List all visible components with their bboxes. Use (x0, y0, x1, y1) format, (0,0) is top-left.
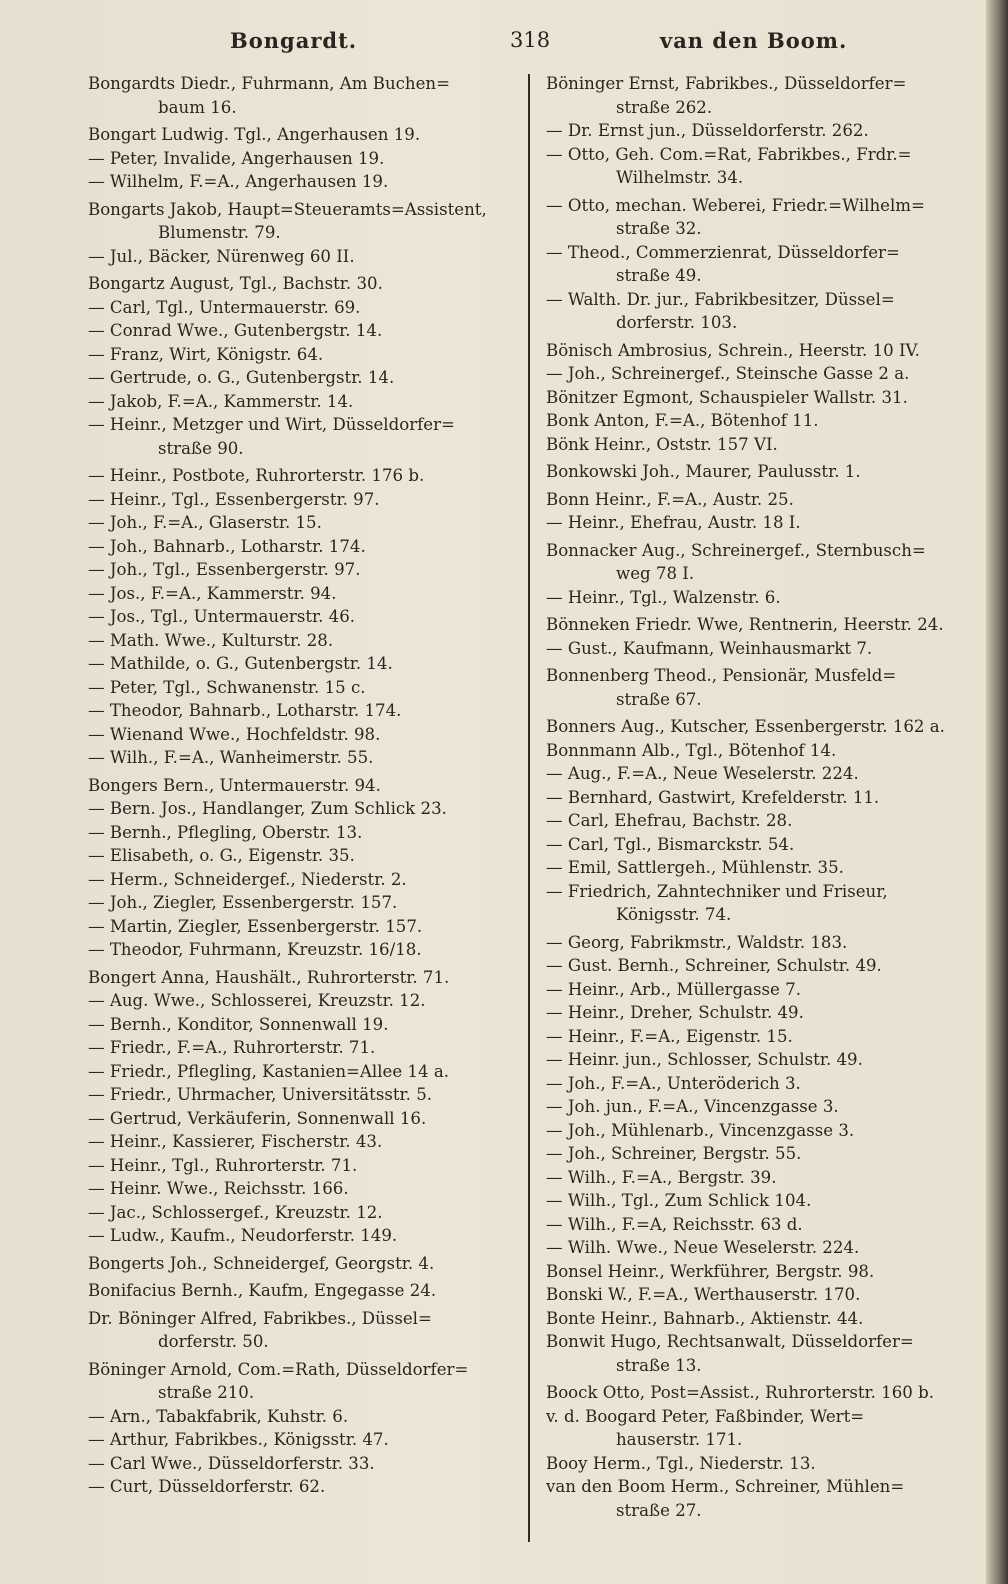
directory-entry-line: — Heinr., Metzger und Wirt, Düsseldorfer= (88, 415, 455, 434)
directory-entry-line: — Jul., Bäcker, Nürenweg 60 II. (88, 246, 355, 266)
directory-entry-line: — Georg, Fabrikmstr., Waldstr. 183. (546, 932, 848, 952)
directory-entry-line: Bongartz August, Tgl., Bachstr. 30. (88, 274, 383, 293)
directory-entry-line: — Carl Wwe., Düsseldorferstr. 33. (88, 1453, 375, 1473)
directory-entry-line: — Franz, Wirt, Königstr. 64. (88, 344, 324, 364)
directory-entry-line: — Carl, Ehefrau, Bachstr. 28. (546, 811, 793, 830)
directory-entry-line: — Wilh., F.=A., Bergstr. 39. (546, 1167, 777, 1187)
left-column (88, 72, 518, 1499)
directory-entry-line: — Emil, Sattlergeh., Mühlenstr. 35. (546, 858, 844, 877)
directory-entry-line: — Gertrud, Verkäuferin, Sonnenwall 16. (88, 1108, 427, 1128)
directory-entry-line: Bonski W., F.=A., Werthauserstr. 170. (546, 1285, 861, 1304)
book-edge (986, 0, 1008, 1584)
directory-entry-line: Bonsel Heinr., Werkführer, Bergstr. 98. (546, 1261, 875, 1281)
directory-entry-line: — Heinr., F.=A., Eigenstr. 15. (546, 1026, 793, 1046)
directory-entry-line: — Wilh. Wwe., Neue Weselerstr. 224. (546, 1238, 860, 1257)
directory-entry-line: Bönk Heinr., Oststr. 157 VI. (546, 434, 778, 454)
directory-entry-line: — Joh., Tgl., Essenbergerstr. 97. (88, 560, 361, 579)
directory-entry-line: Boock Otto, Post=Assist., Ruhrorterstr. 160 b. (546, 1383, 935, 1402)
directory-entry-line: — Bernhard, Gastwirt, Krefelderstr. 11. (546, 787, 880, 807)
directory-entry-line: — Walth. Dr. jur., Fabrikbesitzer, Düssel= (546, 289, 895, 309)
directory-entry-line: Bonkowski Joh., Maurer, Paulusstr. 1. (546, 462, 861, 481)
directory-entry-line: — Joh., F.=A., Unteröderich 3. (546, 1073, 801, 1093)
directory-entry-line: Bonnenberg Theod., Pensionär, Musfeld= (546, 666, 897, 685)
directory-entry-line: Bongerts Joh., Schneidergef, Georgstr. 4. (88, 1253, 435, 1273)
directory-entry-line: — Conrad Wwe., Gutenbergstr. 14. (88, 321, 383, 340)
directory-entry-line: Bonk Anton, F.=A., Bötenhof 11. (546, 411, 819, 430)
directory-entry-line: — Heinr., Postbote, Ruhrorterstr. 176 b. (88, 466, 425, 485)
directory-entry-line: — Joh., Bahnarb., Lotharstr. 174. (88, 536, 366, 556)
directory-entry-line: — Jakob, F.=A., Kammerstr. 14. (88, 391, 354, 411)
directory-entry-line: — Ludw., Kaufm., Neudorferstr. 149. (88, 1226, 398, 1245)
directory-entry-line: — Mathilde, o. G., Gutenbergstr. 14. (88, 654, 393, 673)
directory-entry-line: Bonnacker Aug., Schreinergef., Sternbusch= (546, 540, 926, 560)
directory-entry-line: — Bern. Jos., Handlanger, Zum Schlick 23. (88, 799, 447, 818)
directory-entry-line: — Friedr., Pflegling, Kastanien=Allee 14 a. (88, 1061, 449, 1081)
directory-entry-line: — Theod., Commerzienrat, Düsseldorfer= (546, 242, 900, 262)
directory-entry-line: — Heinr., Tgl., Essenbergerstr. 97. (88, 489, 380, 509)
entry-continuation-line: straße 67. (616, 689, 702, 709)
entry-continuation-line: Wilhelmstr. 34. (616, 168, 744, 187)
directory-entry-line: — Joh., Mühlenarb., Vincenzgasse 3. (546, 1120, 855, 1140)
directory-entry-line: Bongardts Diedr., Fuhrmann, Am Buchen= (88, 74, 451, 93)
directory-entry-line: — Gertrude, o. G., Gutenbergstr. 14. (88, 368, 395, 387)
directory-entry-line: — Wilh., Tgl., Zum Schlick 104. (546, 1191, 812, 1210)
directory-entry-line: — Theodor, Fuhrmann, Kreuzstr. 16/18. (88, 940, 422, 959)
directory-entry-line: — Wilhelm, F.=A., Angerhausen 19. (88, 172, 389, 191)
directory-entry-line: — Martin, Ziegler, Essenbergerstr. 157. (88, 916, 423, 936)
directory-entry-line: — Joh. jun., F.=A., Vincenzgasse 3. (546, 1097, 839, 1116)
entry-continuation-line: dorferstr. 50. (158, 1332, 269, 1351)
directory-entry-line: — Peter, Tgl., Schwanenstr. 15 c. (88, 677, 366, 697)
header-left-title: Bongardt. (230, 28, 358, 53)
entry-continuation-line: straße 90. (158, 438, 244, 458)
directory-entry-line: Bongers Bern., Untermauerstr. 94. (88, 775, 381, 795)
directory-entry-line: — Joh., Ziegler, Essenbergerstr. 157. (88, 893, 398, 912)
directory-entry-line: — Jac., Schlossergef., Kreuzstr. 12. (88, 1202, 383, 1222)
directory-entry-line: Böninger Ernst, Fabrikbes., Düsseldorfer= (546, 74, 907, 93)
directory-entry-line: — Bernh., Konditor, Sonnenwall 19. (88, 1014, 389, 1034)
directory-entry-line: — Curt, Düsseldorferstr. 62. (88, 1477, 326, 1496)
directory-entry-line: — Gust. Bernh., Schreiner, Schulstr. 49. (546, 956, 882, 975)
directory-entry-line: — Wilh., F.=A, Reichsstr. 63 d. (546, 1214, 803, 1234)
page-number: 318 (510, 28, 551, 52)
directory-entry-line: — Jos., Tgl., Untermauerstr. 46. (88, 607, 356, 626)
directory-entry-line: Bonnmann Alb., Tgl., Bötenhof 14. (546, 740, 837, 760)
directory-entry-line: — Carl, Tgl., Bismarckstr. 54. (546, 834, 795, 854)
entry-continuation-line: hauserstr. 171. (616, 1430, 743, 1449)
entry-continuation-line: baum 16. (158, 97, 237, 117)
directory-entry-line: Dr. Böninger Alfred, Fabrikbes., Düssel= (88, 1308, 432, 1328)
entry-continuation-line: straße 210. (158, 1383, 255, 1402)
directory-entry-line: — Heinr. Wwe., Reichsstr. 166. (88, 1179, 349, 1198)
directory-entry-line: Booy Herm., Tgl., Niederstr. 13. (546, 1453, 816, 1473)
directory-entry-line: — Peter, Invalide, Angerhausen 19. (88, 148, 385, 168)
directory-entry-line: — Heinr. jun., Schlosser, Schulstr. 49. (546, 1050, 863, 1069)
directory-entry-line: — Otto, Geh. Com.=Rat, Fabrikbes., Frdr.= (546, 144, 912, 164)
directory-entry-line: Bönneken Friedr. Wwe, Rentnerin, Heerstr. 24. (546, 615, 944, 634)
entry-continuation-line: straße 27. (616, 1500, 702, 1520)
entry-continuation-line: straße 49. (616, 266, 702, 285)
directory-entry-line: — Aug. Wwe., Schlosserei, Kreuzstr. 12. (88, 991, 426, 1010)
entry-continuation-line: Königsstr. 74. (616, 905, 732, 924)
directory-entry-line: — Friedr., F.=A., Ruhrorterstr. 71. (88, 1038, 376, 1057)
directory-entry-line: — Heinr., Dreher, Schulstr. 49. (546, 1003, 804, 1022)
directory-entry-line: Bonifacius Bernh., Kaufm, Engegasse 24. (88, 1281, 437, 1300)
directory-entry-line: — Joh., Schreiner, Bergstr. 55. (546, 1144, 802, 1163)
directory-entry-line: — Heinr., Arb., Müllergasse 7. (546, 979, 801, 999)
column-divider (528, 74, 530, 1542)
directory-entry-line: — Arn., Tabakfabrik, Kuhstr. 6. (88, 1406, 349, 1426)
directory-entry-line: — Wienand Wwe., Hochfeldstr. 98. (88, 724, 381, 744)
directory-entry-line: — Math. Wwe., Kulturstr. 28. (88, 630, 334, 650)
entry-continuation-line: straße 13. (616, 1355, 702, 1375)
header-right-title: van den Boom. (660, 28, 848, 53)
directory-entry-line: — Heinr., Ehefrau, Austr. 18 I. (546, 513, 801, 532)
entry-continuation-line: Blumenstr. 79. (158, 223, 281, 242)
page-header (88, 28, 928, 58)
directory-entry-line: — Jos., F.=A., Kammerstr. 94. (88, 583, 337, 603)
directory-entry-line: — Joh., F.=A., Glaserstr. 15. (88, 513, 322, 532)
entry-continuation-line: straße 32. (616, 219, 702, 238)
directory-entry-line: Bonners Aug., Kutscher, Essenbergerstr. 162 a. (546, 717, 945, 736)
entry-continuation-line: straße 262. (616, 97, 713, 117)
directory-entry-line: — Wilh., F.=A., Wanheimerstr. 55. (88, 748, 374, 767)
directory-entry-line: — Heinr., Kassierer, Fischerstr. 43. (88, 1132, 383, 1151)
directory-entry-line: — Herm., Schneidergef., Niederstr. 2. (88, 869, 407, 889)
directory-entry-line: — Arthur, Fabrikbes., Königsstr. 47. (88, 1430, 389, 1449)
directory-entry-line: — Friedr., Uhrmacher, Universitätsstr. 5. (88, 1085, 433, 1104)
directory-entry-line: — Heinr., Tgl., Ruhrorterstr. 71. (88, 1155, 358, 1175)
directory-entry-line: — Theodor, Bahnarb., Lotharstr. 174. (88, 701, 402, 720)
directory-entry-line: van den Boom Herm., Schreiner, Mühlen= (546, 1477, 905, 1496)
directory-entry-line: v. d. Boogard Peter, Faßbinder, Wert= (546, 1406, 865, 1426)
directory-entry-line: Bönisch Ambrosius, Schrein., Heerstr. 10 IV. (546, 340, 920, 360)
directory-entry-line: — Joh., Schreinergef., Steinsche Gasse 2 a. (546, 364, 910, 383)
directory-entry-line: Bongert Anna, Haushält., Ruhrorterstr. 71. (88, 967, 450, 987)
directory-entry-line: Bonwit Hugo, Rechtsanwalt, Düsseldorfer= (546, 1332, 914, 1351)
directory-entry-line: Böninger Arnold, Com.=Rath, Düsseldorfer= (88, 1359, 469, 1379)
directory-entry-line: — Heinr., Tgl., Walzenstr. 6. (546, 587, 781, 607)
directory-entry-line: — Gust., Kaufmann, Weinhausmarkt 7. (546, 638, 873, 658)
right-column (546, 72, 984, 1522)
directory-entry-line: — Aug., F.=A., Neue Weselerstr. 224. (546, 764, 859, 783)
directory-entry-line: Bongart Ludwig. Tgl., Angerhausen 19. (88, 125, 421, 144)
entry-continuation-line: dorferstr. 103. (616, 313, 738, 332)
entry-continuation-line: weg 78 I. (616, 564, 695, 583)
directory-entry-line: — Friedrich, Zahntechniker und Friseur, (546, 881, 888, 901)
directory-entry-line: Bongarts Jakob, Haupt=Steueramts=Assistent, (88, 199, 487, 219)
directory-entry-line: Bönitzer Egmont, Schauspieler Wallstr. 31. (546, 387, 908, 407)
directory-entry-line: Bonn Heinr., F.=A., Austr. 25. (546, 489, 794, 509)
directory-entry-line: — Otto, mechan. Weberei, Friedr.=Wilhelm= (546, 195, 925, 215)
directory-entry-line: — Elisabeth, o. G., Eigenstr. 35. (88, 846, 355, 865)
directory-entry-line: — Carl, Tgl., Untermauerstr. 69. (88, 297, 361, 317)
directory-entry-line: — Bernh., Pflegling, Oberstr. 13. (88, 822, 363, 842)
directory-entry-line: — Dr. Ernst jun., Düsseldorferstr. 262. (546, 121, 869, 140)
directory-entry-line: Bonte Heinr., Bahnarb., Aktienstr. 44. (546, 1308, 864, 1328)
